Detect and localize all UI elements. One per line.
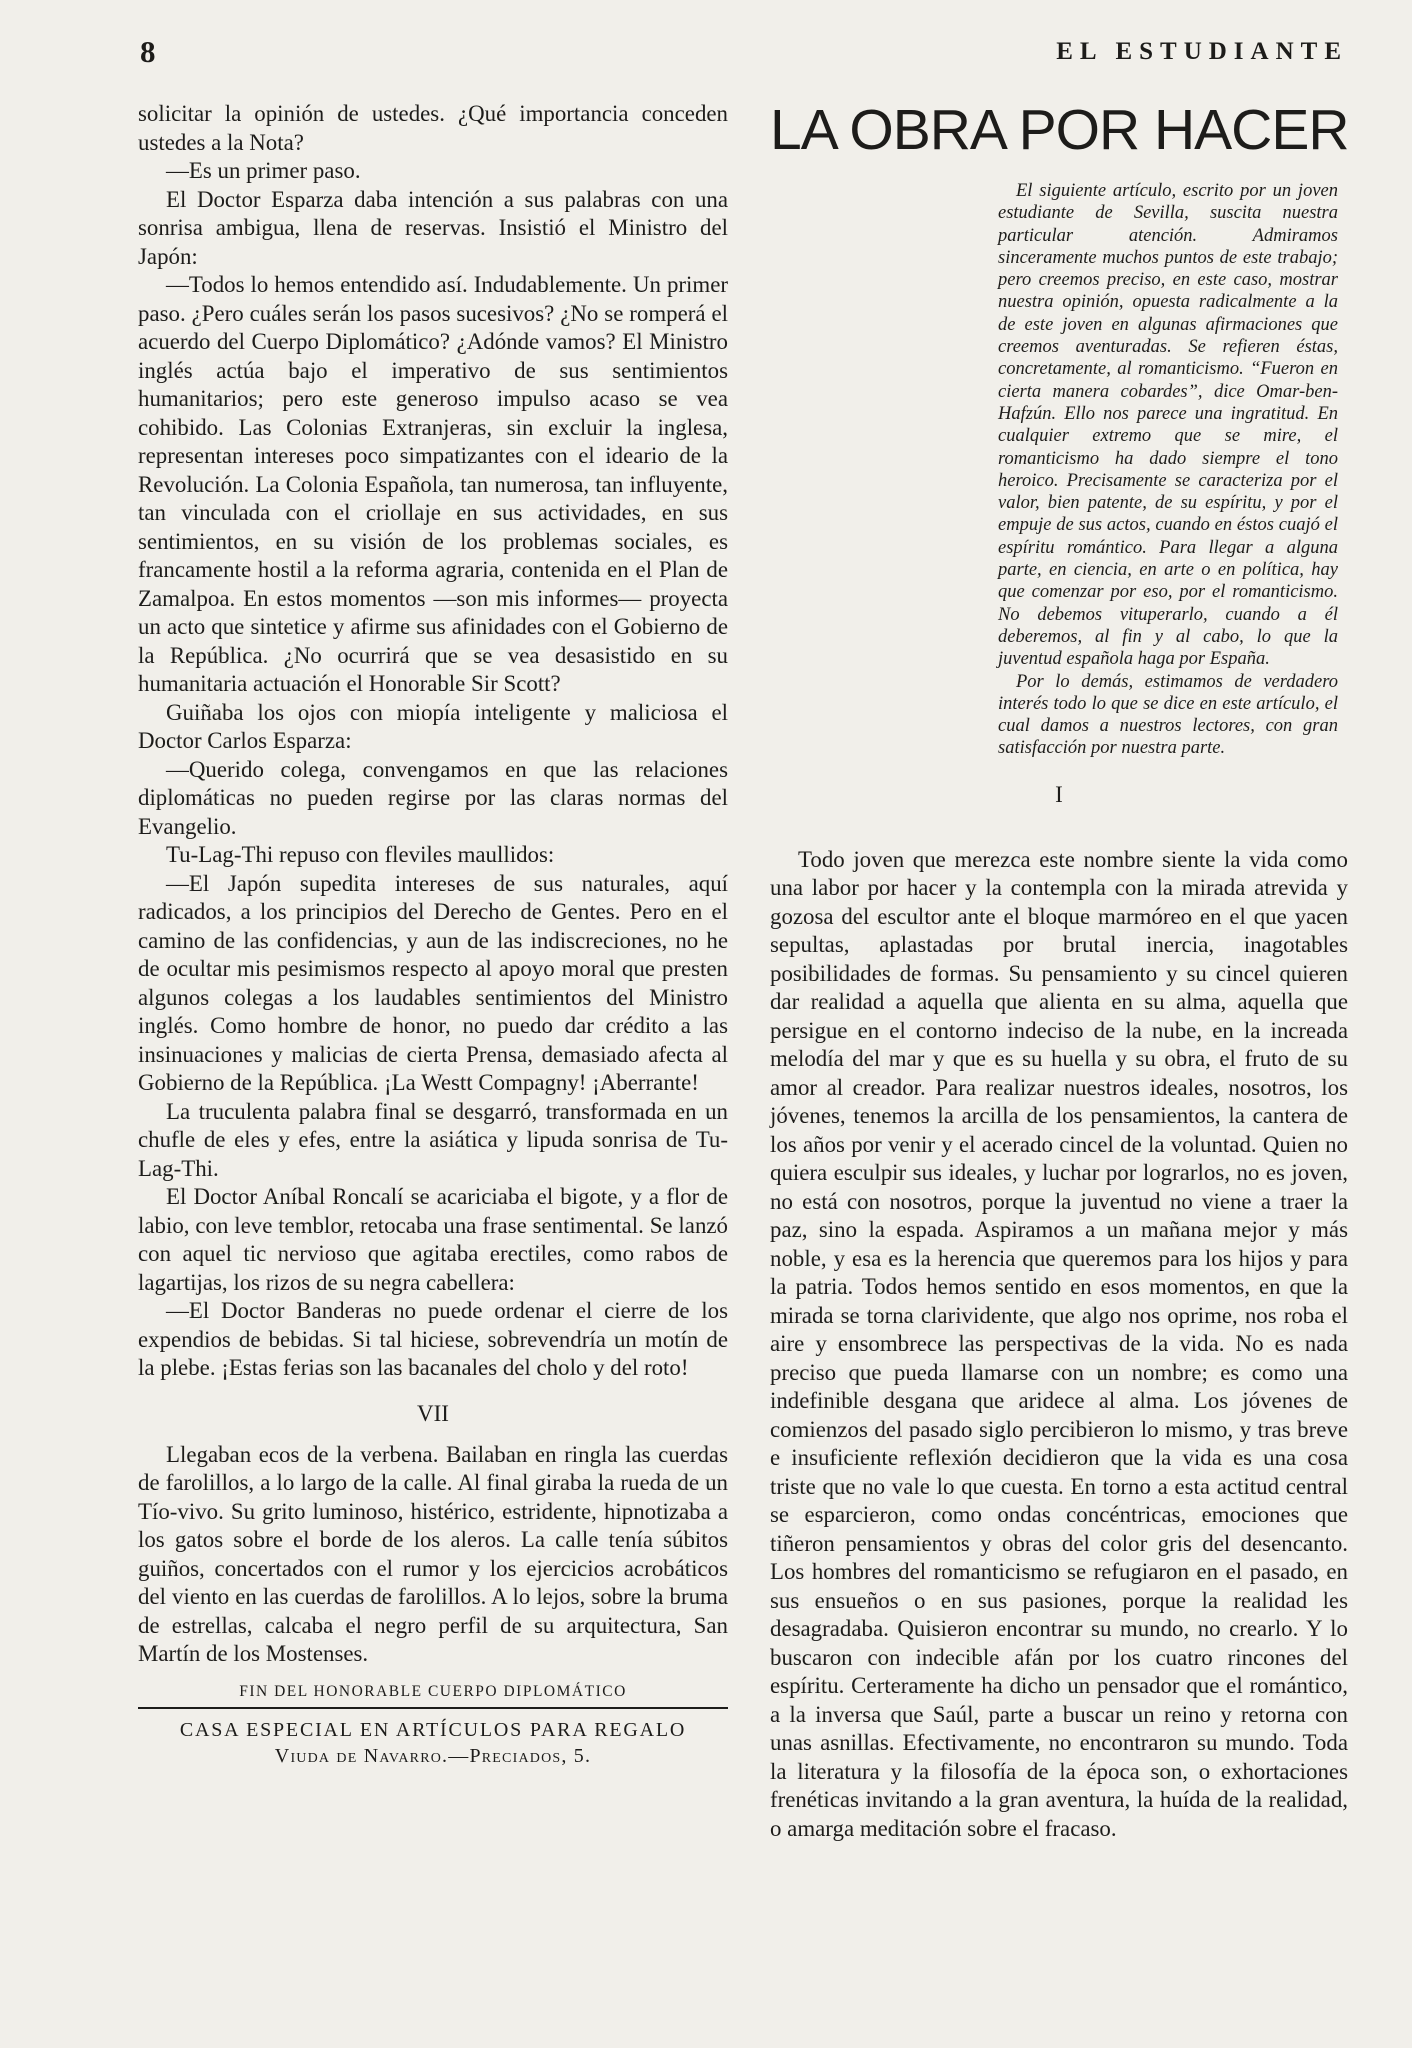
- paragraph: El Doctor Esparza daba intención a sus palabras con una sonrisa ambigua, llena de reservas. Insistió el Ministro del Japón:: [138, 186, 728, 269]
- paragraph: —Todos lo hemos entendido así. Indudablemente. Un primer paso. ¿Pero cuáles serán los pasos sucesivos? ¿No se romperá el acuerdo del Cuerpo Diplomático? ¿Adónde vamos? El Ministro inglés actúa bajo el imperativo de sus sentimientos humanitarios; pero este generoso impulso acaso se vea cohibido. Las Colonias Extranjeras, sin excluir la inglesa, representan intereses poco simpatizantes con el ideario de la Revolución. La Colonia Española, tan numerosa, tan influyente, tan vinculada con el criollaje en sus actividades, en sus sentimientos, en su visión de los problemas sociales, es francamente hostil a la reforma agraria, contenida en el Plan de Zamalpoa. En estos momentos —son mis informes— proyecta un acto que sintetice y afirme sus afinidades con el Gobierno de la República. ¿No ocurrirá que se vea desasistido en su humanitaria actuación el Honorable Sir Scott?: [138, 272, 728, 696]
- paragraph: —Querido colega, convengamos en que las relaciones diplomáticas no pueden regirse por las claras normas del Evangelio.: [138, 756, 728, 839]
- advertisement-headline: CASA ESPECIAL EN ARTÍCULOS PARA REGALO: [179, 1718, 687, 1741]
- article-title: LA OBRA POR HACER: [770, 98, 1349, 162]
- editor-note-paragraph: El siguiente artículo, escrito por un joven estudiante de Sevilla, suscita nuestra particular atención. Admiramos sinceramente muchos puntos de este trabajo; pero creemos preciso, en este caso, mostrar nuestra opinión, opuesta radicalmente a la de este joven en algunas afirmaciones que creemos aventuradas. Se refieren éstas, concretamente, al romanticismo. “Fueron en cierta manera cobardes”, dice Omar-ben-Hafzún. Ello nos parece una ingratitud. En cualquier extremo que se mire, el romanticismo ha dado siempre el tono heroico. Precisamente se caracteriza por el valor, bien patente, de su espíritu, y por el empuje de sus actos, cuando en éstos cuajó el espíritu romántico. Para llegar a alguna parte, en ciencia, en arte o en política, hay que comenzar por eso, por el romanticismo. No debemos vituperarlo, cuando a él deberemos, al fin y al cabo, lo que la juventud española haga por España.: [998, 181, 1338, 670]
- right-column: [770, 100, 1348, 1843]
- divider: [138, 1707, 728, 1709]
- paragraph: El Doctor Aníbal Roncalí se acariciaba el bigote, y a flor de labio, con leve temblor, retocaba una frase sentimental. Se lanzó con aquel tic nervioso que agitaba erectiles, como rabos de lagartijas, los rizos de su negra cabellera:: [138, 1184, 728, 1295]
- section-heading-vii: VII: [417, 1400, 449, 1426]
- page-number: 8: [140, 34, 156, 69]
- advertisement-address: Viuda de Navarro.—Preciados, 5.: [274, 1744, 592, 1767]
- paragraph: La truculenta palabra final se desgarró, transformada en un chufle de eles y efes, entre la asiática y lipuda sonrisa de Tu-Lag-Thi.: [138, 1098, 728, 1181]
- paragraph: —El Japón supedita intereses de sus naturales, aquí radicados, a los principios del Derecho de Gentes. Pero en el camino de las confidencias, y aun de las indiscreciones, no he de ocultar mis pesimismos respecto al apoyo moral que presten algunos colegas a los laudables sentimientos del Ministro inglés. Como hombre de honor, no puedo dar crédito a las insinuaciones y malicias de cierta Prensa, demasiado afecta al Gobierno de la República. ¡La Westt Compagny! ¡Aberrante!: [138, 870, 728, 1095]
- editor-note-paragraph: Por lo demás, estimamos de verdadero interés todo lo que se dice en este artículo, el cual damos a nuestros lectores, con gran satisfacción por nuestra parte.: [998, 671, 1338, 759]
- paragraph: Tu-Lag-Thi repuso con fleviles maullidos:: [166, 842, 555, 867]
- paragraph: Llegaban ecos de la verbena. Bailaban en ringla las cuerdas de farolillos, a lo largo de la calle. Al final giraba la rueda de un Tío-vivo. Su grito luminoso, histérico, estridente, hipnotizaba a los gatos sobre el borde de los aleros. La calle tenía súbitos guiños, concertados con el rumor y los ejercicios acrobáticos del viento en las cuerdas de farolillos. A lo lejos, sobre la bruma de estrellas, calcaba el negro perfil de su arquitectura, San Martín de los Mostenses.: [138, 1441, 728, 1666]
- paragraph: —El Doctor Banderas no puede ordenar el cierre de los expendios de bebidas. Si tal hiciese, sobrevendría un motín de la plebe. ¡Estas ferias son las bacanales del cholo y del roto!: [138, 1298, 728, 1380]
- editor-note: [998, 180, 1338, 760]
- paragraph: Guiñaba los ojos con miopía inteligente y maliciosa el Doctor Carlos Esparza:: [138, 699, 728, 753]
- paragraph: solicitar la opinión de ustedes. ¿Qué importancia conceden ustedes a la Nota?: [138, 101, 728, 155]
- paragraph: —Es un primer paso.: [166, 158, 361, 183]
- left-column: [138, 100, 728, 1769]
- journal-title: EL ESTUDIANTE: [1056, 38, 1348, 65]
- section-heading-i: I: [1055, 781, 1063, 807]
- paragraph: Todo joven que merezca este nombre siente la vida como una labor por hacer y la contempla con la mirada atrevida y gozosa del escultor ante el bloque marmóreo en el que yacen sepultas, aplastadas por brutal inercia, inagotables posibilidades de formas. Su pensamiento y su cincel quieren dar realidad a aquella que alienta en su alma, aquella que persigue en el contorno indeciso de la nube, en la increada melodía del mar y que es su huella y su obra, el fruto de su amor al creador. Para realizar nuestros ideales, nosotros, los jóvenes, tenemos la arcilla de los pensamientos, la cantera de los años por venir y el acerado cincel de la voluntad. Quien no quiera esculpir sus ideales, y luchar por lograrlos, no es joven, no está con nosotros, porque la juventud no viene a traer la paz, sino la espada. Aspiramos a un mañana mejor y más noble, y esa es la herencia que queremos para los hijos y para la patria. Todos hemos sentido en esos momentos, en que la mirada se torna clarividente, que algo nos oprime, nos roba el aire y ensombrece las perspectivas de la vida. No es nada preciso que pueda llamarse con un nombre; es como una indefinible desgana que aridece al alma. Los jóvenes de comienzos del pasado siglo percibieron lo mismo, y tras breve e insuficiente reflexión decidieron que la vida es una cosa triste que no vale lo que cuesta. En torno a esta actitud central se esparcieron, como ondas concéntricas, emociones que tiñeron pensamientos y obras del color gris del desencanto. Los hombres del romanticismo se refugiaron en el pasado, en sus ensueños o en sus pasiones, porque la realidad les desagradaba. Quisieron encontrar su mundo, no crearlo. Y lo buscaron con indecible afán por los cuatro rincones del espíritu. Certeramente ha dicho un pensador que el romántico, a la inversa que Saúl, parte a buscar un reino y retorna con unas asnillas. Efectivamente, no encontraron su mundo. Toda la literatura y la filosofía de la época son, o exhortaciones frenéticas invitando a la gran aventura, la huída de la realidad, o amarga meditación sobre el fracaso.: [770, 846, 1348, 1841]
- end-of-story-line: FIN DEL HONORABLE CUERPO DIPLOMÁTICO: [239, 1682, 627, 1700]
